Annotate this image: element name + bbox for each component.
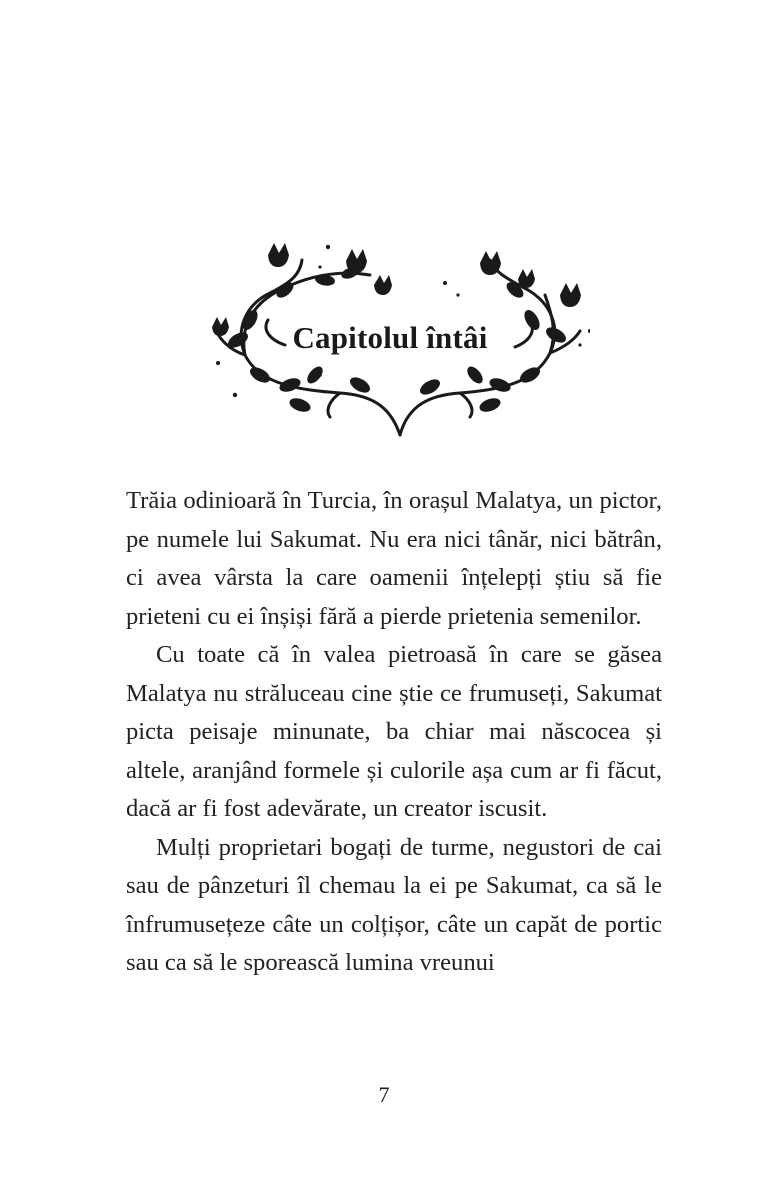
chapter-title: Capitolul întâi [292,320,488,355]
chapter-body [126,482,662,983]
paragraph: Mulți proprietari bogați de turme, negustori de cai sau de pânzeturi îl chemau la ei pe Sakumat, ca să le înfrumusețeze câte un colțișor, câte un capăt de portic sau ca să le sporească lumina vreunui [126,833,662,976]
paragraph: Trăia odinioară în Turcia, în orașul Malatya, un pictor, pe numele lui Sakumat. Nu era nici tânăr, nici bătrân, ci avea vârsta la care oamenii înțelepți știu să fie prieteni cu ei înșiși fără a pierde prietenia semenilor. [126,487,662,630]
page-number: 7 [378,1082,390,1107]
paragraph: Cu toate că în valea pietroasă în care se găsea Malatya nu străluceau cine știe ce frumuseți, Sakumat picta peisaje minunate, ba chiar mai născocea și altele, aranjând formele și culorile așa cum ar fi făcut, dacă ar fi fost adevărate, un creator iscusit. [126,641,662,822]
